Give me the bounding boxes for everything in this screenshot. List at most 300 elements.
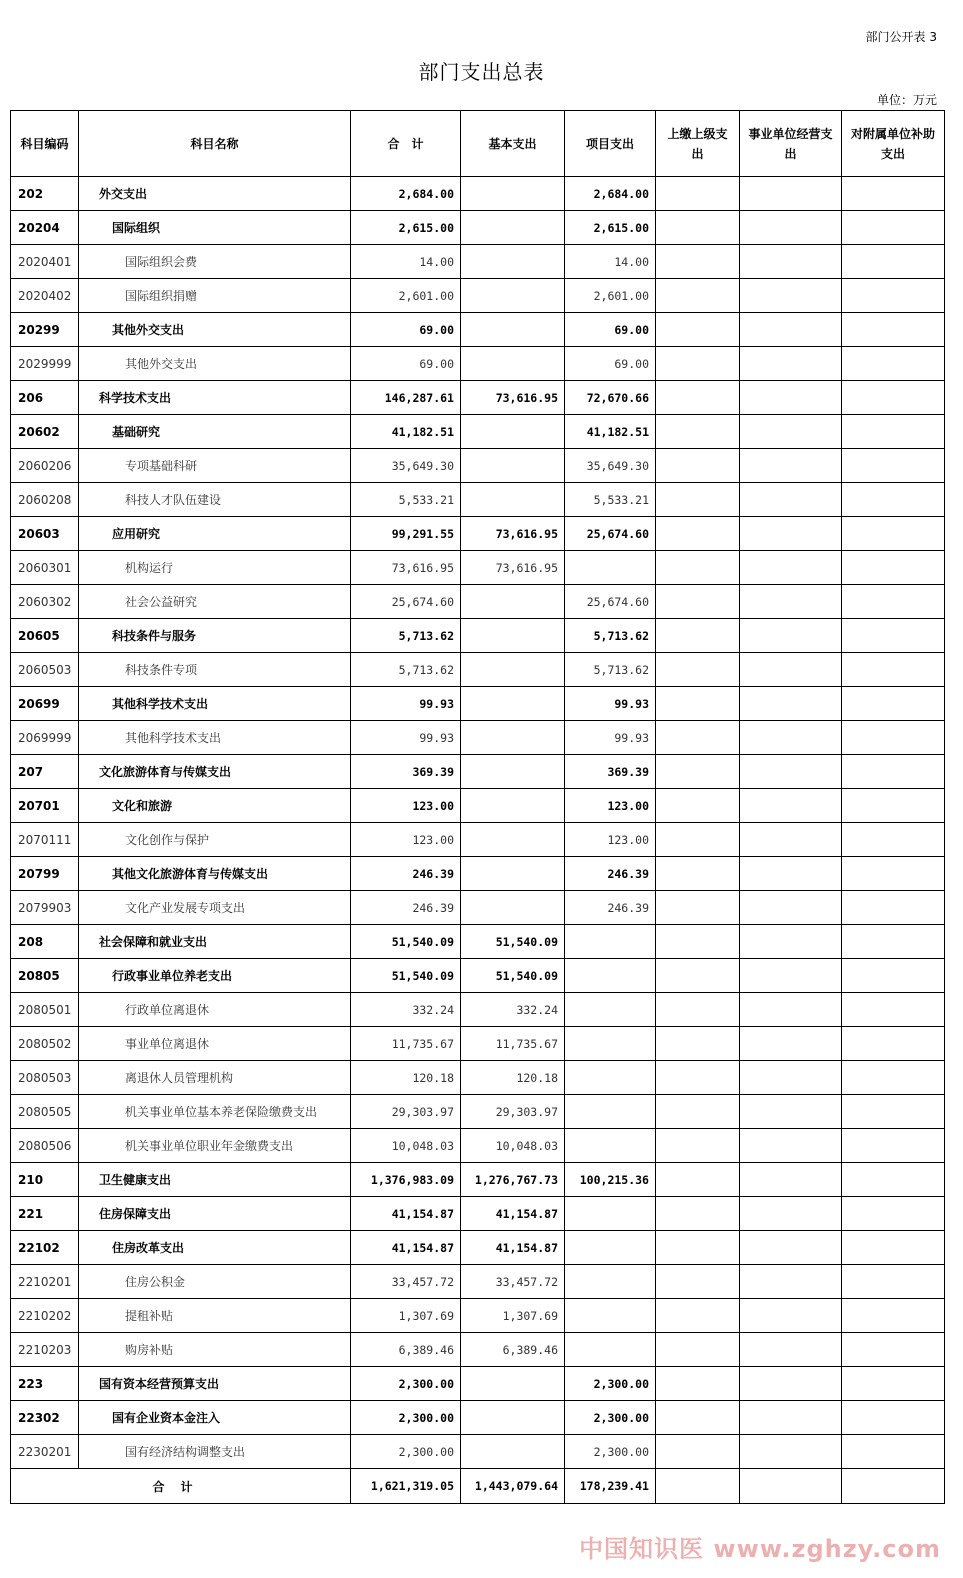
cell-code: 20603 <box>11 517 79 551</box>
table-row <box>11 925 945 959</box>
cell-subsidy <box>842 653 945 687</box>
cell-upper <box>656 1197 740 1231</box>
cell-code: 2020401 <box>11 245 79 279</box>
cell-upper <box>656 1265 740 1299</box>
cell-code: 223 <box>11 1367 79 1401</box>
cell-total: 25,674.60 <box>351 585 461 619</box>
cell-project: 2,300.00 <box>565 1367 656 1401</box>
cell-upper <box>656 1163 740 1197</box>
cell-name: 国际组织 <box>79 211 351 245</box>
cell-code: 2210203 <box>11 1333 79 1367</box>
cell-code: 2060302 <box>11 585 79 619</box>
table-row <box>11 313 945 347</box>
cell-business <box>740 313 842 347</box>
cell-project: 25,674.60 <box>565 585 656 619</box>
cell-upper <box>656 755 740 789</box>
cell-basic: 332.24 <box>461 993 565 1027</box>
cell-basic <box>461 823 565 857</box>
cell-total: 5,533.21 <box>351 483 461 517</box>
cell-total: 120.18 <box>351 1061 461 1095</box>
cell-business <box>740 789 842 823</box>
col-header-project: 项目支出 <box>565 111 656 177</box>
cell-basic <box>461 1367 565 1401</box>
cell-upper <box>656 823 740 857</box>
table-row <box>11 279 945 313</box>
cell-upper <box>656 993 740 1027</box>
cell-upper <box>656 483 740 517</box>
cell-code: 2060503 <box>11 653 79 687</box>
table-row <box>11 891 945 925</box>
cell-business <box>740 687 842 721</box>
expenditure-table <box>10 110 945 1504</box>
total-label: 合计 <box>11 1469 351 1504</box>
cell-code: 2210202 <box>11 1299 79 1333</box>
cell-subsidy <box>842 755 945 789</box>
cell-business <box>740 449 842 483</box>
cell-total: 14.00 <box>351 245 461 279</box>
cell-total: 99.93 <box>351 687 461 721</box>
cell-project <box>565 1027 656 1061</box>
cell-total: 99,291.55 <box>351 517 461 551</box>
cell-total: 33,457.72 <box>351 1265 461 1299</box>
cell-business <box>740 1299 842 1333</box>
cell-upper <box>656 1231 740 1265</box>
cell-business <box>740 993 842 1027</box>
cell-name: 行政事业单位养老支出 <box>79 959 351 993</box>
cell-code: 2070111 <box>11 823 79 857</box>
cell-subsidy <box>842 823 945 857</box>
cell-total: 29,303.97 <box>351 1095 461 1129</box>
cell-basic <box>461 721 565 755</box>
cell-subsidy <box>842 993 945 1027</box>
cell-basic <box>461 313 565 347</box>
cell-business <box>740 245 842 279</box>
cell-total: 41,182.51 <box>351 415 461 449</box>
table-row <box>11 653 945 687</box>
col-header-total: 合 计 <box>351 111 461 177</box>
cell-code: 20605 <box>11 619 79 653</box>
cell-total: 5,713.62 <box>351 619 461 653</box>
cell-project <box>565 993 656 1027</box>
cell-code: 2079903 <box>11 891 79 925</box>
cell-project: 2,615.00 <box>565 211 656 245</box>
cell-project: 41,182.51 <box>565 415 656 449</box>
cell-code: 22302 <box>11 1401 79 1435</box>
cell-basic: 73,616.95 <box>461 381 565 415</box>
cell-business <box>740 517 842 551</box>
cell-code: 20805 <box>11 959 79 993</box>
cell-subsidy <box>842 789 945 823</box>
cell-total: 41,154.87 <box>351 1231 461 1265</box>
cell-basic <box>461 891 565 925</box>
total-upper <box>656 1469 740 1504</box>
cell-total: 123.00 <box>351 823 461 857</box>
table-row <box>11 211 945 245</box>
cell-basic <box>461 789 565 823</box>
cell-project: 35,649.30 <box>565 449 656 483</box>
cell-project: 14.00 <box>565 245 656 279</box>
cell-subsidy <box>842 1061 945 1095</box>
cell-business <box>740 1027 842 1061</box>
cell-basic: 41,154.87 <box>461 1231 565 1265</box>
table-row <box>11 1095 945 1129</box>
cell-project <box>565 1265 656 1299</box>
cell-name: 外交支出 <box>79 177 351 211</box>
cell-project: 5,713.62 <box>565 653 656 687</box>
cell-business <box>740 721 842 755</box>
cell-upper <box>656 347 740 381</box>
cell-name: 国际组织捐赠 <box>79 279 351 313</box>
total-total: 1,621,319.05 <box>351 1469 461 1504</box>
cell-total: 1,307.69 <box>351 1299 461 1333</box>
cell-name: 事业单位离退休 <box>79 1027 351 1061</box>
cell-project: 5,713.62 <box>565 619 656 653</box>
cell-total: 332.24 <box>351 993 461 1027</box>
cell-subsidy <box>842 1299 945 1333</box>
cell-upper <box>656 245 740 279</box>
cell-name: 专项基础科研 <box>79 449 351 483</box>
cell-name: 机构运行 <box>79 551 351 585</box>
cell-total: 69.00 <box>351 347 461 381</box>
cell-subsidy <box>842 1265 945 1299</box>
cell-business <box>740 755 842 789</box>
cell-code: 2080506 <box>11 1129 79 1163</box>
cell-project <box>565 1129 656 1163</box>
cell-project <box>565 1299 656 1333</box>
cell-subsidy <box>842 1401 945 1435</box>
cell-subsidy <box>842 1197 945 1231</box>
cell-upper <box>656 1061 740 1095</box>
cell-business <box>740 211 842 245</box>
cell-total: 123.00 <box>351 789 461 823</box>
table-row <box>11 517 945 551</box>
cell-code: 20699 <box>11 687 79 721</box>
cell-code: 2060206 <box>11 449 79 483</box>
form-number: 部门公开表 3 <box>865 30 937 44</box>
cell-subsidy <box>842 279 945 313</box>
cell-subsidy <box>842 449 945 483</box>
cell-upper <box>656 1299 740 1333</box>
cell-code: 2069999 <box>11 721 79 755</box>
cell-basic <box>461 653 565 687</box>
cell-code: 2020402 <box>11 279 79 313</box>
cell-upper <box>656 1095 740 1129</box>
cell-upper <box>656 517 740 551</box>
cell-name: 其他科学技术支出 <box>79 687 351 721</box>
cell-subsidy <box>842 1027 945 1061</box>
cell-total: 1,376,983.09 <box>351 1163 461 1197</box>
cell-name: 国际组织会费 <box>79 245 351 279</box>
cell-basic <box>461 857 565 891</box>
cell-subsidy <box>842 1163 945 1197</box>
cell-basic: 51,540.09 <box>461 925 565 959</box>
total-business <box>740 1469 842 1504</box>
cell-project: 99.93 <box>565 721 656 755</box>
cell-business <box>740 381 842 415</box>
cell-basic <box>461 177 565 211</box>
cell-basic <box>461 483 565 517</box>
page-title: 部门支出总表 <box>418 60 545 84</box>
cell-name: 科技人才队伍建设 <box>79 483 351 517</box>
cell-upper <box>656 1027 740 1061</box>
cell-code: 207 <box>11 755 79 789</box>
cell-subsidy <box>842 245 945 279</box>
cell-business <box>740 347 842 381</box>
table-row <box>11 449 945 483</box>
cell-code: 221 <box>11 1197 79 1231</box>
cell-code: 2080503 <box>11 1061 79 1095</box>
cell-subsidy <box>842 415 945 449</box>
cell-total: 69.00 <box>351 313 461 347</box>
cell-total: 51,540.09 <box>351 959 461 993</box>
table-row <box>11 245 945 279</box>
cell-name: 其他科学技术支出 <box>79 721 351 755</box>
cell-code: 2060208 <box>11 483 79 517</box>
total-row <box>11 1469 945 1504</box>
cell-total: 2,601.00 <box>351 279 461 313</box>
cell-total: 246.39 <box>351 857 461 891</box>
table-row <box>11 721 945 755</box>
cell-name: 科学技术支出 <box>79 381 351 415</box>
cell-basic: 6,389.46 <box>461 1333 565 1367</box>
table-row <box>11 619 945 653</box>
cell-subsidy <box>842 687 945 721</box>
cell-upper <box>656 313 740 347</box>
cell-project: 100,215.36 <box>565 1163 656 1197</box>
col-header-upper: 上缴上级支出 <box>656 111 740 177</box>
table-row <box>11 1061 945 1095</box>
table-row <box>11 993 945 1027</box>
cell-total: 146,287.61 <box>351 381 461 415</box>
cell-code: 2230201 <box>11 1435 79 1469</box>
cell-code: 210 <box>11 1163 79 1197</box>
table-row <box>11 1265 945 1299</box>
cell-total: 99.93 <box>351 721 461 755</box>
cell-code: 2029999 <box>11 347 79 381</box>
table-row <box>11 381 945 415</box>
cell-name: 机关事业单位基本养老保险缴费支出 <box>79 1095 351 1129</box>
cell-business <box>740 1435 842 1469</box>
col-header-name: 科目名称 <box>79 111 351 177</box>
cell-total: 2,300.00 <box>351 1435 461 1469</box>
cell-upper <box>656 925 740 959</box>
cell-project: 123.00 <box>565 823 656 857</box>
cell-name: 住房公积金 <box>79 1265 351 1299</box>
cell-basic <box>461 585 565 619</box>
cell-name: 科技条件专项 <box>79 653 351 687</box>
cell-name: 文化和旅游 <box>79 789 351 823</box>
cell-basic: 11,735.67 <box>461 1027 565 1061</box>
cell-subsidy <box>842 1435 945 1469</box>
table-row <box>11 1129 945 1163</box>
cell-basic: 1,307.69 <box>461 1299 565 1333</box>
cell-project: 369.39 <box>565 755 656 789</box>
cell-business <box>740 1265 842 1299</box>
cell-business <box>740 653 842 687</box>
cell-business <box>740 619 842 653</box>
cell-name: 国有资本经营预算支出 <box>79 1367 351 1401</box>
table-body <box>11 177 945 1504</box>
total-basic: 1,443,079.64 <box>461 1469 565 1504</box>
cell-business <box>740 891 842 925</box>
watermark: 中国知识医 www.zghzy.com <box>579 1535 941 1563</box>
cell-upper <box>656 1333 740 1367</box>
cell-business <box>740 1129 842 1163</box>
cell-name: 购房补贴 <box>79 1333 351 1367</box>
cell-project: 99.93 <box>565 687 656 721</box>
cell-basic: 1,276,767.73 <box>461 1163 565 1197</box>
table-row <box>11 483 945 517</box>
cell-business <box>740 1367 842 1401</box>
table-row <box>11 1197 945 1231</box>
cell-upper <box>656 653 740 687</box>
cell-code: 2080505 <box>11 1095 79 1129</box>
cell-basic <box>461 415 565 449</box>
cell-business <box>740 1401 842 1435</box>
table-row <box>11 177 945 211</box>
table-row <box>11 823 945 857</box>
total-subsidy <box>842 1469 945 1504</box>
cell-name: 文化旅游体育与传媒支出 <box>79 755 351 789</box>
cell-subsidy <box>842 857 945 891</box>
cell-total: 41,154.87 <box>351 1197 461 1231</box>
cell-upper <box>656 959 740 993</box>
cell-upper <box>656 1435 740 1469</box>
cell-basic <box>461 1435 565 1469</box>
table-row <box>11 1231 945 1265</box>
cell-basic: 73,616.95 <box>461 517 565 551</box>
cell-subsidy <box>842 925 945 959</box>
total-project: 178,239.41 <box>565 1469 656 1504</box>
table-row <box>11 1299 945 1333</box>
cell-project: 2,684.00 <box>565 177 656 211</box>
cell-subsidy <box>842 619 945 653</box>
cell-upper <box>656 1129 740 1163</box>
cell-total: 369.39 <box>351 755 461 789</box>
cell-business <box>740 483 842 517</box>
cell-business <box>740 823 842 857</box>
cell-name: 离退休人员管理机构 <box>79 1061 351 1095</box>
cell-name: 机关事业单位职业年金缴费支出 <box>79 1129 351 1163</box>
cell-project <box>565 925 656 959</box>
table-row <box>11 585 945 619</box>
cell-basic: 33,457.72 <box>461 1265 565 1299</box>
cell-project <box>565 959 656 993</box>
cell-basic: 29,303.97 <box>461 1095 565 1129</box>
cell-project: 246.39 <box>565 891 656 925</box>
table-row <box>11 347 945 381</box>
table-row <box>11 1367 945 1401</box>
col-header-business: 事业单位经营支出 <box>740 111 842 177</box>
cell-project <box>565 1231 656 1265</box>
cell-name: 国有经济结构调整支出 <box>79 1435 351 1469</box>
cell-total: 2,300.00 <box>351 1367 461 1401</box>
cell-upper <box>656 449 740 483</box>
cell-name: 住房保障支出 <box>79 1197 351 1231</box>
table-row <box>11 551 945 585</box>
header-row <box>11 111 945 177</box>
table-row <box>11 415 945 449</box>
cell-name: 其他外交支出 <box>79 313 351 347</box>
col-header-subsidy: 对附属单位补助支出 <box>842 111 945 177</box>
cell-name: 科技条件与服务 <box>79 619 351 653</box>
cell-subsidy <box>842 211 945 245</box>
cell-project: 2,601.00 <box>565 279 656 313</box>
col-header-code: 科目编码 <box>11 111 79 177</box>
cell-project: 2,300.00 <box>565 1435 656 1469</box>
cell-project: 72,670.66 <box>565 381 656 415</box>
cell-code: 20701 <box>11 789 79 823</box>
cell-subsidy <box>842 1231 945 1265</box>
cell-upper <box>656 687 740 721</box>
cell-code: 2080502 <box>11 1027 79 1061</box>
table-row <box>11 1435 945 1469</box>
cell-code: 20799 <box>11 857 79 891</box>
cell-name: 应用研究 <box>79 517 351 551</box>
cell-code: 2210201 <box>11 1265 79 1299</box>
table-row <box>11 1401 945 1435</box>
cell-business <box>740 857 842 891</box>
cell-subsidy <box>842 959 945 993</box>
cell-business <box>740 1197 842 1231</box>
cell-basic <box>461 449 565 483</box>
cell-total: 2,615.00 <box>351 211 461 245</box>
cell-business <box>740 177 842 211</box>
cell-project: 69.00 <box>565 347 656 381</box>
cell-total: 2,300.00 <box>351 1401 461 1435</box>
cell-business <box>740 1095 842 1129</box>
cell-business <box>740 551 842 585</box>
cell-total: 10,048.03 <box>351 1129 461 1163</box>
cell-name: 文化产业发展专项支出 <box>79 891 351 925</box>
cell-total: 5,713.62 <box>351 653 461 687</box>
table-row <box>11 1333 945 1367</box>
cell-basic: 73,616.95 <box>461 551 565 585</box>
cell-project <box>565 1061 656 1095</box>
cell-subsidy <box>842 1367 945 1401</box>
cell-basic: 10,048.03 <box>461 1129 565 1163</box>
cell-business <box>740 959 842 993</box>
table-row <box>11 789 945 823</box>
cell-project: 123.00 <box>565 789 656 823</box>
cell-name: 卫生健康支出 <box>79 1163 351 1197</box>
cell-code: 20204 <box>11 211 79 245</box>
cell-total: 2,684.00 <box>351 177 461 211</box>
cell-upper <box>656 279 740 313</box>
table-row <box>11 1027 945 1061</box>
cell-name: 文化创作与保护 <box>79 823 351 857</box>
table-row <box>11 959 945 993</box>
cell-basic <box>461 347 565 381</box>
cell-upper <box>656 891 740 925</box>
col-header-basic: 基本支出 <box>461 111 565 177</box>
cell-subsidy <box>842 721 945 755</box>
cell-total: 246.39 <box>351 891 461 925</box>
cell-upper <box>656 1367 740 1401</box>
table-row <box>11 755 945 789</box>
cell-upper <box>656 415 740 449</box>
cell-name: 国有企业资本金注入 <box>79 1401 351 1435</box>
cell-project: 2,300.00 <box>565 1401 656 1435</box>
cell-basic <box>461 687 565 721</box>
cell-business <box>740 1231 842 1265</box>
cell-business <box>740 585 842 619</box>
cell-name: 基础研究 <box>79 415 351 449</box>
cell-basic <box>461 279 565 313</box>
cell-project: 246.39 <box>565 857 656 891</box>
cell-name: 其他文化旅游体育与传媒支出 <box>79 857 351 891</box>
cell-subsidy <box>842 1129 945 1163</box>
